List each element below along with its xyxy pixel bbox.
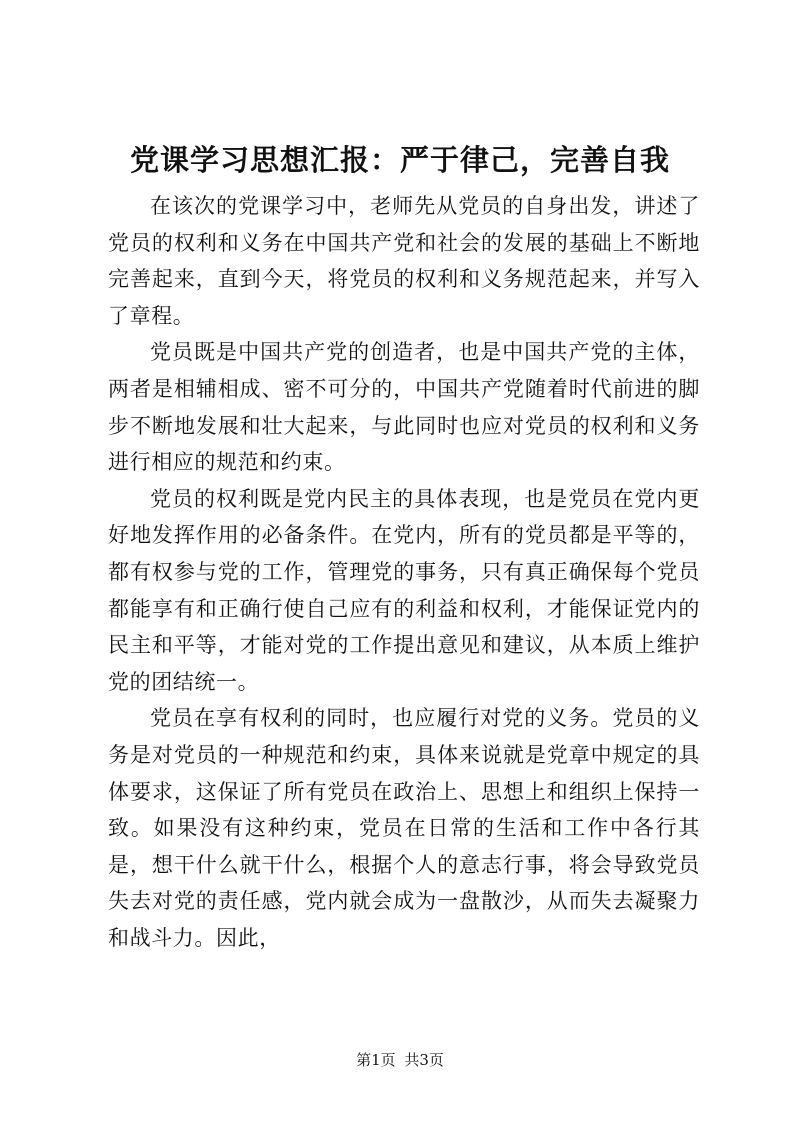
page-footer [0,1050,800,1070]
page-total: 共3页 [404,1051,444,1069]
document-title: 党课学习思想汇报：严于律己，完善自我 [129,143,670,177]
paragraph-2: 党员既是中国共产党的创造者，也是中国共产党的主体，两者是相辅相成、密不可分的，中国共产党随着时代前进的脚步不断地发展和壮大起来，与此同时也应对党员的权利和义务进行相应的规范和约束。 [108,340,700,475]
document-body [108,188,700,956]
paragraph-3: 党员的权利既是党内民主的具体表现，也是党员在党内更好地发挥作用的必备条件。在党内，所有的党员都是平等的，都有权参与党的工作，管理党的事务，只有真正确保每个党员都能享有和正确行使自己应有的利益和权利，才能保证党内的民主和平等，才能对党的工作提出意见和建议，从本质上维护党的团结统一。 [108,486,700,694]
paragraph-1: 在该次的党课学习中，老师先从党员的自身出发，讲述了党员的权利和义务在中国共产党和社会的发展的基础上不断地完善起来，直到今天，将党员的权利和义务规范起来，并写入了章程。 [108,194,700,328]
paragraph-4: 党员在享有权利的同时，也应履行对党的义务。党员的义务是对党员的一种规范和约束，具体来说就是党章中规定的具体要求，这保证了所有党员在政治上、思想上和组织上保持一致。如果没有这种约束，党员在日常的生活和工作中各行其是，想干什么就干什么，根据个人的意志行事，将会导致党员失去对党的责任感，党内就会成为一盘散沙，从而失去凝聚力和战斗力。因此， [108,706,700,950]
page-number: 第1页 [356,1051,396,1069]
